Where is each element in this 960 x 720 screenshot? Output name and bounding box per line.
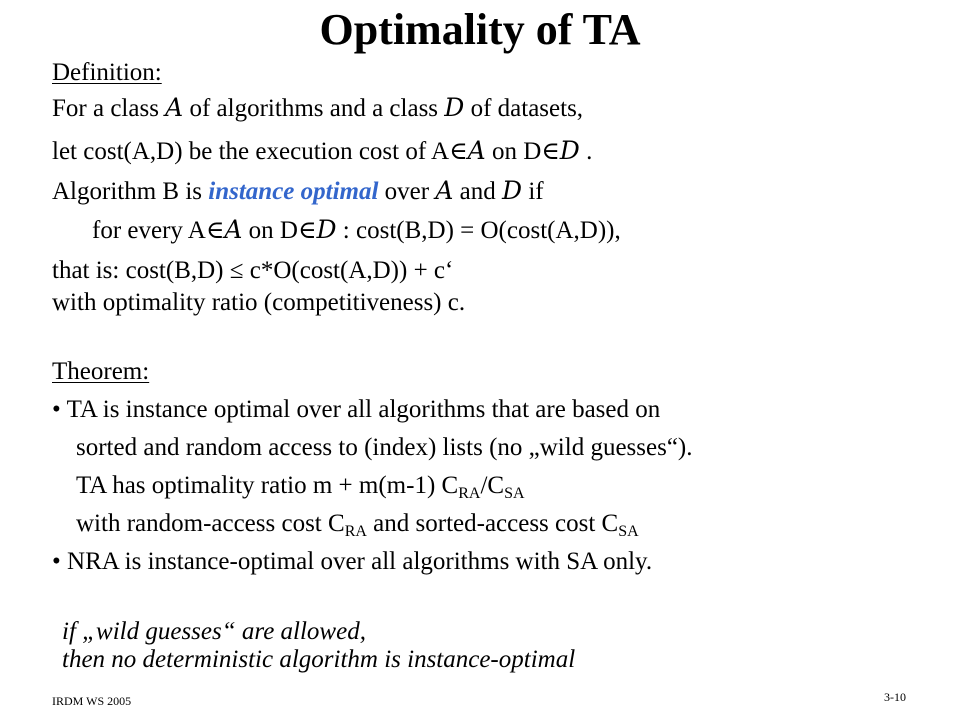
- definition-line-6: with optimality ratio (competitiveness) c.: [52, 289, 466, 316]
- definition-heading: Definition:: [52, 59, 162, 86]
- definition-line-2: let cost(A,D) be the execution cost of A∈A on D∈D .: [52, 136, 593, 165]
- theorem-heading: Theorem:: [52, 358, 150, 385]
- note-line-1: if „wild guesses“ are allowed,: [62, 618, 366, 645]
- element-of-symbol: ∈: [205, 217, 225, 244]
- theorem-bullet-1-line-1: • TA is instance optimal over all algorithms that are based on: [52, 396, 661, 423]
- definition-line-3: Algorithm B is instance optimal over A and D if: [52, 176, 544, 205]
- bullet-icon: •: [52, 396, 61, 423]
- element-of-symbol: ∈: [449, 138, 468, 165]
- bullet-icon: •: [52, 548, 61, 575]
- definition-line-4: for every A∈A on D∈D : cost(B,D) = O(cost(A,D)),: [92, 215, 621, 244]
- theorem-bullet-1-line-4: with random-access cost $C_{RA}$ and sorted-access cost $C_{SA}$: [76, 510, 639, 540]
- theorem-bullet-1-line-2: sorted and random access to (index) lists (no „wild guesses“).: [76, 434, 693, 461]
- definition-line-5: that is: cost(B,D) ≤ c*O(cost(A,D)) + c‘: [52, 257, 454, 284]
- less-equal-symbol: ≤: [229, 257, 244, 284]
- slide-title: Optimality of TA: [319, 5, 641, 54]
- class-D-symbol: D: [444, 93, 465, 122]
- footer-course-label: IRDM WS 2005: [52, 694, 132, 708]
- note-line-2: then no deterministic algorithm is instance-optimal: [62, 646, 576, 673]
- element-of-symbol: ∈: [541, 138, 560, 165]
- theorem-bullet-2: • NRA is instance-optimal over all algorithms with SA only.: [52, 548, 653, 575]
- instance-optimal-emphasis: instance optimal: [208, 178, 379, 205]
- theorem-bullet-1-line-3: TA has optimality ratio m + m(m-1) $C_{RA}/C_{SA}$: [76, 472, 525, 502]
- footer-page-number: 3-10: [884, 690, 906, 704]
- element-of-symbol: ∈: [297, 217, 317, 244]
- class-A-symbol: A: [165, 93, 184, 122]
- definition-line-1: For a class A of algorithms and a class D of datasets,: [52, 93, 584, 122]
